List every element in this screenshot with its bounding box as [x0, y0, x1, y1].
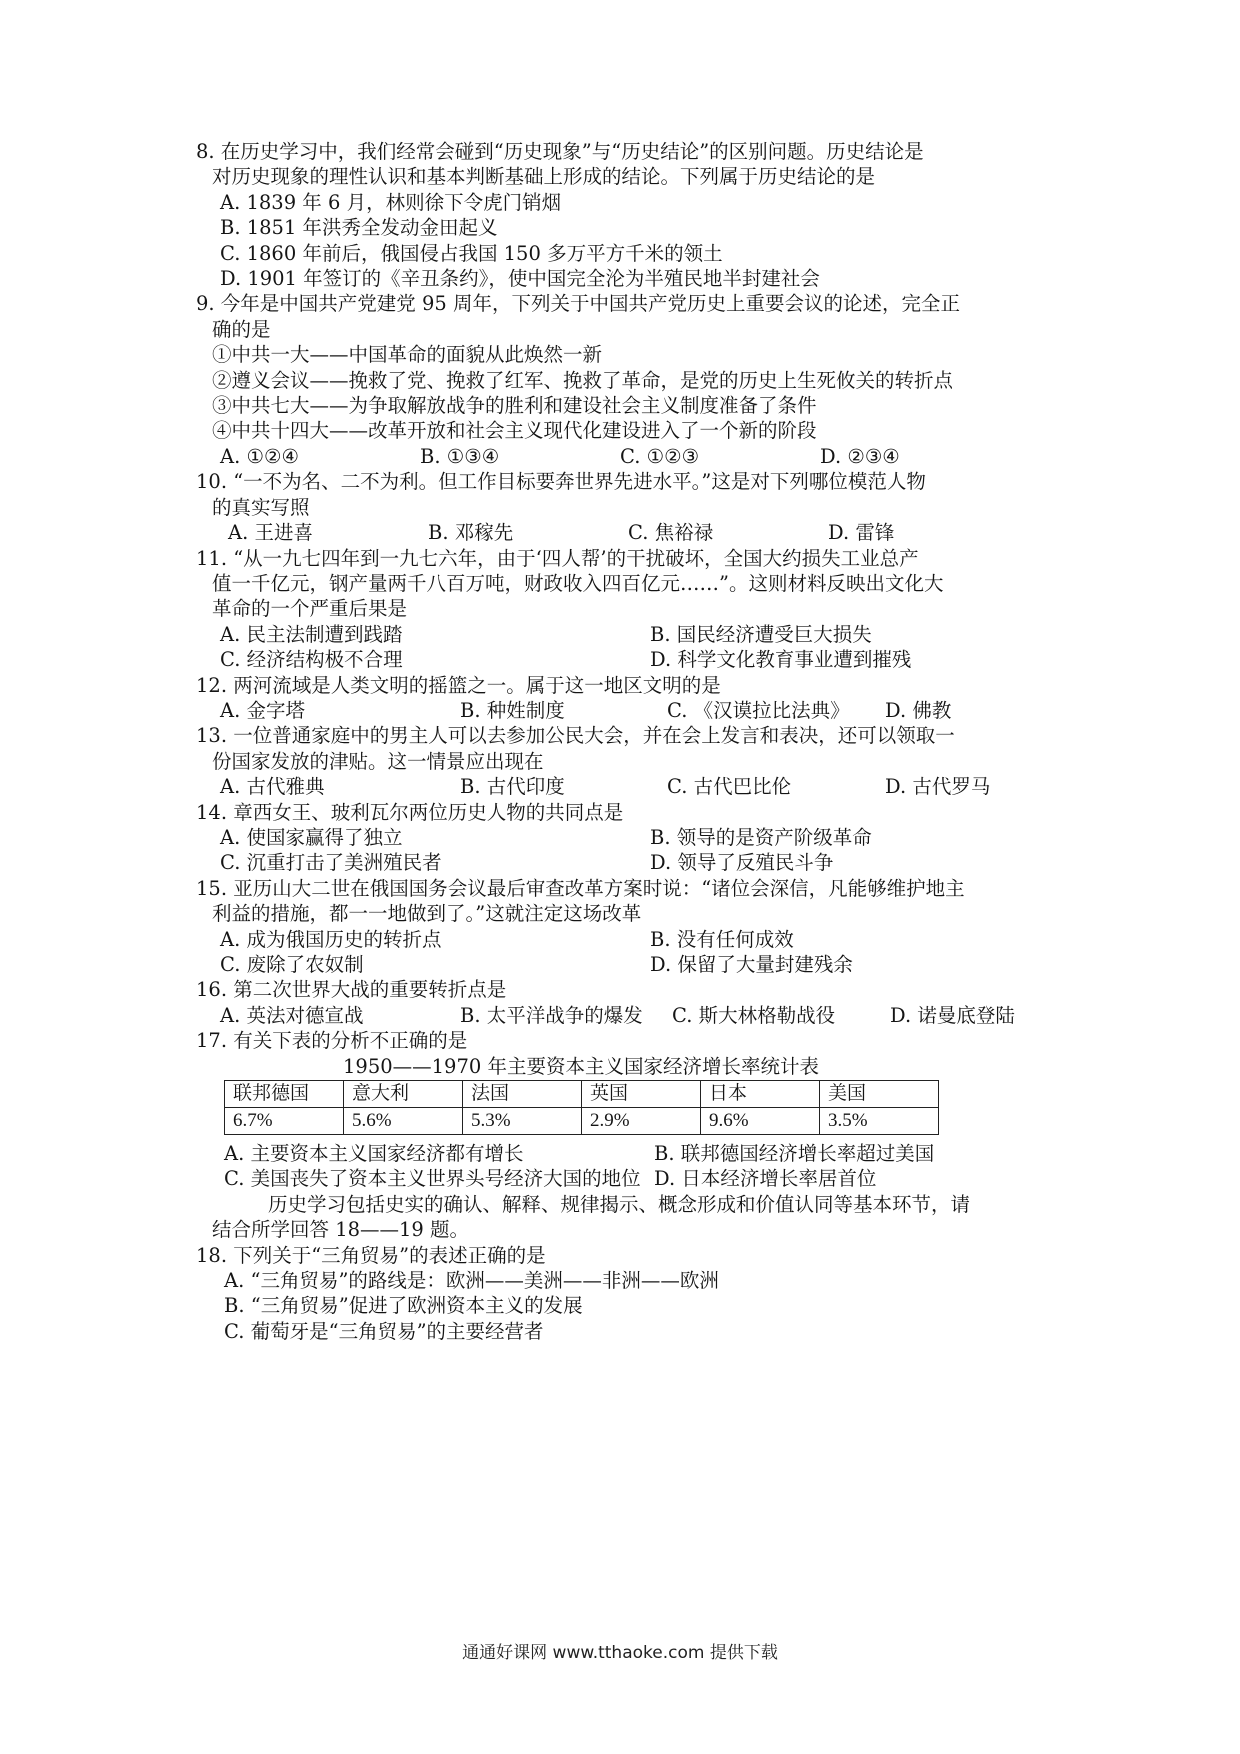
question-14	[196, 800, 1056, 876]
options-row	[196, 952, 1056, 977]
option-d: D. ②③④	[820, 444, 900, 468]
table-header-cell: 联邦德国	[225, 1081, 344, 1108]
question-stem: 份国家发放的津贴。这一情景应出现在	[212, 749, 544, 773]
table-cell: 3.5%	[820, 1108, 939, 1135]
options-row	[196, 1141, 1056, 1166]
option-b: B. 没有任何成效	[650, 927, 794, 951]
option-b: B. 联邦德国经济增长率超过美国	[654, 1142, 935, 1166]
footer-source: 通通好课网 www.tthaoke.com 提供下载	[462, 1643, 778, 1663]
option-a: A. 古代雅典	[220, 775, 325, 799]
option-d: D. 日本经济增长率居首位	[654, 1167, 877, 1191]
option-a: A. 使国家赢得了独立	[220, 825, 403, 849]
option-b: B. 种姓制度	[460, 698, 565, 722]
option-d: D. 雷锋	[828, 521, 895, 545]
option-d: D. 诺曼底登陆	[890, 1003, 1015, 1027]
option-b: B. 领导的是资产阶级革命	[650, 825, 872, 849]
option-a: A. ①②④	[220, 444, 299, 468]
question-stem: 11. “从一九七四年到一九七六年，由于‘四人帮’的干扰破坏，全国大约损失工业总产	[196, 546, 919, 570]
question-stem: 9. 今年是中国共产党建党 95 周年，下列关于中国共产党历史上重要会议的论述，完全正	[196, 292, 961, 316]
table-header-cell: 法国	[463, 1081, 582, 1108]
option-a: A. 王进喜	[228, 521, 313, 545]
table-title: 1950——1970 年主要资本主义国家经济增长率统计表	[343, 1054, 819, 1078]
option-b: B. 邓稼先	[428, 521, 514, 545]
question-stem: 对历史现象的理性认识和基本判断基础上形成的结论。下列属于历史结论的是	[212, 165, 876, 189]
question-stem: 16. 第二次世界大战的重要转折点是	[196, 978, 507, 1002]
question-list	[196, 139, 1056, 1344]
option-b: B. ①③④	[420, 444, 500, 468]
option-c: C. 沉重打击了美洲殖民者	[220, 851, 442, 875]
question-stem: 的真实写照	[212, 495, 310, 519]
section-intro	[196, 1192, 1056, 1243]
option-d: D. 古代罗马	[885, 775, 991, 799]
option-b: B. 国民经济遭受巨大损失	[650, 622, 872, 646]
option-a: A. 英法对德宣战	[220, 1003, 364, 1027]
question-stem: 15. 亚历山大二世在俄国国务会议最后审查改革方案时说：“诸位会深信，凡能够维护地主	[196, 876, 965, 900]
table-header-cell: 美国	[820, 1081, 939, 1108]
options-row	[196, 774, 1056, 799]
question-stem: 12. 两河流域是人类文明的摇篮之一。属于这一地区文明的是	[196, 673, 721, 697]
table-cell: 6.7%	[225, 1108, 344, 1135]
options-row	[196, 444, 1056, 469]
option-c: C. 斯大林格勒战役	[672, 1003, 836, 1027]
options-row	[196, 1166, 1056, 1191]
options-row	[196, 520, 1056, 545]
statement-item: ③中共七大——为争取解放战争的胜利和建设社会主义制度准备了条件	[212, 394, 817, 418]
table-header-cell: 日本	[701, 1081, 820, 1108]
option-a: A. 主要资本主义国家经济都有增长	[224, 1142, 524, 1166]
option-c: C. 古代巴比伦	[667, 775, 792, 799]
option-c: C. ①②③	[620, 444, 700, 468]
option-a: A. 民主法制遭到践踏	[220, 622, 403, 646]
table-header-row	[225, 1081, 939, 1108]
growth-rate-table	[224, 1080, 939, 1135]
options-row	[196, 622, 1056, 647]
table-cell: 5.6%	[344, 1108, 463, 1135]
option-b: B. 古代印度	[460, 775, 565, 799]
question-12	[196, 673, 1056, 724]
option-b: B. 太平洋战争的爆发	[460, 1003, 643, 1027]
table-header-cell: 意大利	[344, 1081, 463, 1108]
table-cell: 5.3%	[463, 1108, 582, 1135]
question-stem: 13. 一位普通家庭中的男主人可以去参加公民大会，并在会上发言和表决，还可以领取一	[196, 724, 955, 748]
option-c: C. 《汉谟拉比法典》	[667, 698, 850, 722]
table-row	[225, 1108, 939, 1135]
option-a: A. 成为俄国历史的转折点	[220, 927, 442, 951]
question-stem: 8. 在历史学习中，我们经常会碰到“历史现象”与“历史结论”的区别问题。历史结论是	[196, 140, 924, 163]
option-c: C. 废除了农奴制	[220, 953, 364, 976]
question-stem: 利益的措施，都一一地做到了。”这就注定这场改革	[212, 902, 642, 926]
statement-item: ④中共十四大——改革开放和社会主义现代化建设进入了一个新的阶段	[212, 419, 817, 443]
option-d: D. 1901 年签订的《辛丑条约》，使中国完全沦为半殖民地半封建社会	[220, 267, 820, 291]
question-stem: 14. 章西女王、玻利瓦尔两位历史人物的共同点是	[196, 800, 624, 824]
option-d: D. 科学文化教育事业遭到摧残	[650, 648, 912, 672]
options-row	[196, 698, 1056, 723]
options-row	[196, 850, 1056, 875]
option-d: D. 保留了大量封建残余	[650, 953, 853, 976]
question-18	[196, 1243, 1056, 1345]
question-stem: 10. “一不为名、二不为利。但工作目标要奔世界先进水平。”这是对下列哪位模范人物	[196, 470, 926, 494]
question-16	[196, 977, 1056, 1028]
option-d: D. 佛教	[885, 698, 952, 722]
intro-text: 结合所学回答 18——19 题。	[212, 1218, 470, 1242]
statement-item: ②遵义会议——挽救了党、挽救了红军、挽救了革命，是党的历史上生死攸关的转折点	[212, 368, 954, 392]
question-11	[196, 546, 1056, 673]
question-10	[196, 469, 1056, 545]
question-stem: 确的是	[212, 317, 271, 341]
question-13	[196, 723, 1056, 799]
option-c: C. 葡萄牙是“三角贸易”的主要经营者	[224, 1319, 544, 1343]
options-row	[196, 1003, 1056, 1028]
question-stem: 17. 有关下表的分析不正确的是	[196, 1029, 468, 1053]
option-c: C. 经济结构极不合理	[220, 648, 403, 672]
option-b: B. 1851 年洪秀全发动金田起义	[220, 216, 498, 240]
option-a: A. “三角贸易”的路线是：欧洲——美洲——非洲——欧洲	[224, 1269, 719, 1293]
option-b: B. “三角贸易”促进了欧洲资本主义的发展	[224, 1294, 583, 1318]
question-15	[196, 876, 1056, 978]
options-row	[196, 927, 1056, 952]
option-c: C. 1860 年前后，俄国侵占我国 150 多万平方千米的领土	[220, 241, 723, 265]
question-stem: 值一千亿元，钢产量两千八百万吨，财政收入四百亿元……”。这则材料反映出文化大	[212, 571, 944, 595]
intro-text: 历史学习包括史实的确认、解释、规律揭示、概念形成和价值认同等基本环节，请	[268, 1192, 971, 1216]
question-9	[196, 291, 1056, 469]
table-header-cell: 英国	[582, 1081, 701, 1108]
option-d: D. 领导了反殖民斗争	[650, 851, 834, 875]
statement-item: ①中共一大——中国革命的面貌从此焕然一新	[212, 343, 603, 367]
table-cell: 2.9%	[582, 1108, 701, 1135]
option-c: C. 美国丧失了资本主义世界头号经济大国的地位	[224, 1167, 641, 1191]
option-c: C. 焦裕禄	[628, 521, 714, 545]
options-row	[196, 825, 1056, 850]
question-8	[196, 139, 1056, 291]
options-row	[196, 647, 1056, 672]
question-stem: 革命的一个严重后果是	[212, 597, 408, 621]
option-a: A. 1839 年 6 月，林则徐下令虎门销烟	[220, 190, 562, 214]
table-cell: 9.6%	[701, 1108, 820, 1135]
question-stem: 18. 下列关于“三角贸易”的表述正确的是	[196, 1243, 546, 1267]
question-17	[196, 1028, 1056, 1192]
option-a: A. 金字塔	[220, 698, 305, 722]
